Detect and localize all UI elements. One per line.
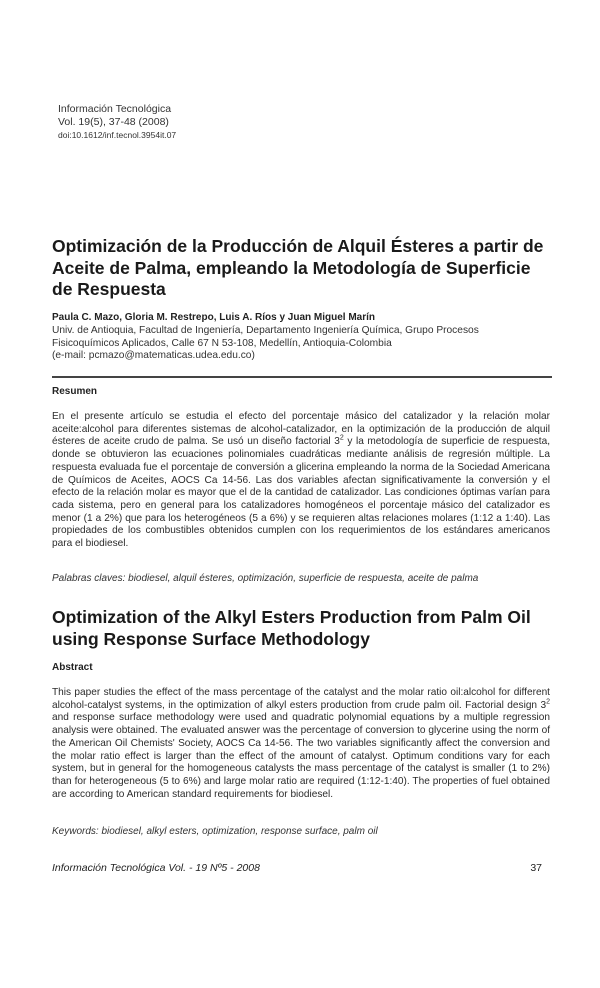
abstract-text: and response surface methodology were used and quadratic polynomial equations by a multiple regression analysis were obtained. The evaluated answer was the percentage of conversion to glycerine using the norm of the American Oil Chemists' Society, AOCS Ca 14-56. The two variables significantly affect the conversion and the molar ratio effect is larger than the effect of the amount of catalyst. Optimum conditions vary for each system, but in general for the homogeneous catalysts the mass percentage of the catalyst is smaller (1 to 2%) than for heterogeneous (5 to 6%) and large molar ratio are required (1:12-1:40). The properties of fuel obtained are according to American standard requirements for biodiesel.: [52, 712, 550, 800]
journal-name: Información Tecnológica: [58, 103, 172, 115]
affiliation-line: Univ. de Antioquia, Facultad de Ingeniería, Departamento Ingeniería Química, Grupo Procesos: [52, 325, 479, 336]
abstract-body: [52, 687, 550, 801]
section-divider: [52, 376, 552, 378]
title-english: Optimization of the Alkyl Esters Production from Palm Oil using Response Surface Methodology: [52, 607, 531, 649]
resumen-text: En el presente artículo se estudia el efecto del porcentaje másico del catalizador y la relación molar aceite:alcohol para diferentes sistemas de alcohol-catalizador, en la optimización de la producción de alquil ésteres de aceite crudo de palma. Se usó un diseño factorial 3: [52, 411, 550, 448]
title-spanish: Optimización de la Producción de Alquil Ésteres a partir de Aceite de Palma, empleando la Metodología de Superficie de Respuesta: [52, 236, 544, 299]
superscript: 2: [339, 435, 344, 443]
keywords: Keywords: biodiesel, alkyl esters, optimization, response surface, palm oil: [52, 826, 378, 837]
palabras-claves: Palabras claves: biodiesel, alquil ésteres, optimización, superficie de respuesta, aceite de palma: [52, 573, 479, 584]
resumen-body: [52, 411, 550, 551]
page-number: 37: [530, 862, 542, 874]
journal-header: [58, 103, 176, 141]
author-email: (e-mail: pcmazo@matematicas.udea.edu.co): [52, 350, 255, 362]
journal-volume: Vol. 19(5), 37-48 (2008): [58, 116, 169, 128]
footer-journal: Información Tecnológica Vol. - 19 Nº5 - 2008: [52, 862, 260, 874]
authors: Paula C. Mazo, Gloria M. Restrepo, Luis A. Ríos y Juan Miguel Marín: [52, 312, 376, 323]
affiliation-line: Fisicoquímicos Aplicados, Calle 67 N 53-108, Medellín, Antioquia-Colombia: [52, 337, 392, 349]
affiliation: [52, 325, 562, 363]
abstract-heading: Abstract: [52, 662, 93, 673]
resumen-text: y la metodología de superficie de respuesta, donde se obtuvieron las ecuaciones polinomiales cuadráticas mediante análisis de regresión múltiple. La respuesta evaluada fue el porcentaje de conversión a glicerina empleando la norma de la Sociedad Americana de Químicos de Aceites, AOCS Ca 14-56. Las dos variables afectan significativamente la conversión y el efecto de la relación molar es mayor que el de la cantidad de catalizador. Las condiciones óptimas varían para cada sistema, pero en general para los catalizadores homogéneos el porcentaje másico del catalizador es menor (1 a 2%) que para los heterogéneos (5 a 6%) y se requieren altas relaciones molares (1:12 a 1:40). Las propiedades de los combustibles obtenidos cumplen con los requerimientos de los estándares americanos para el biodiesel.: [52, 436, 550, 550]
superscript: 2: [546, 698, 550, 706]
abstract-text: This paper studies the effect of the mass percentage of the catalyst and the molar ratio oil:alcohol for different alcohol-catalyst systems, in the optimization of alkyl esters production from crude palm oil. Factorial design 3: [52, 687, 550, 711]
journal-doi: doi:10.1612/inf.tecnol.3954it.07: [58, 130, 177, 140]
resumen-heading: Resumen: [52, 386, 98, 397]
page-footer: [52, 862, 542, 874]
